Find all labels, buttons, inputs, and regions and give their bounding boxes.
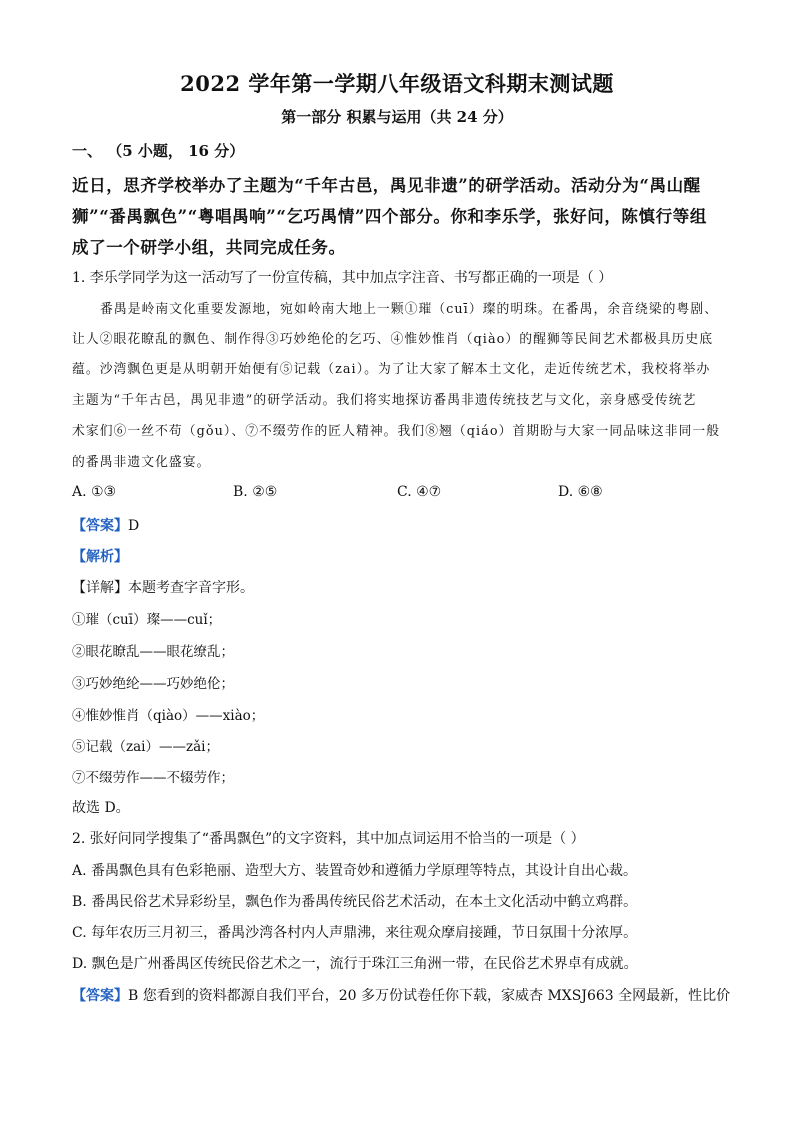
q1-option-a: A. ①③: [72, 484, 117, 500]
correction-2: ②眼花瞭乱——眼花缭乱；: [72, 644, 234, 660]
section-header: 一、 （5 小题， 16 分）: [72, 142, 245, 160]
intro-line-2: 狮”“番禺飘色”“粤唱禺响”“乞巧禺情”四个部分。你和李乐学，张好问，陈慎行等组: [72, 207, 707, 226]
q2-answer: [72, 985, 730, 1005]
exam-title: 2022 学年第一学期八年级语文科期末测试题: [180, 71, 614, 96]
q1-option-b: B. ②⑤: [233, 484, 278, 500]
correction-4: ④惟妙惟肖（qiào）——xiào；: [72, 708, 265, 724]
q1-answer: [72, 515, 139, 535]
question-1-stem: 1. 李乐学同学为这一活动写了一份宣传稿，其中加点字注音、书写都正确的一项是（ ）: [72, 270, 613, 286]
answer-tag-2: 【答案】: [72, 988, 128, 1004]
intro-line-1: 近日，思齐学校举办了主题为“千年古邑，禺见非遗”的研学活动。活动分为“禺山醒: [72, 176, 701, 195]
passage-line-3: 蕴。沙湾飘色更是从明朝开始便有⑤记载（zai）。为了让大家了解本土文化，走近传统艺术，我校将举办: [72, 362, 711, 377]
answer-tail: B 您看到的资料都源自我们平台，20 多万份试卷任你下载，家威杏 MXSJ663 全网最新，性比价: [128, 988, 731, 1004]
q1-detail: [72, 577, 254, 597]
answer-value: D: [128, 518, 140, 534]
q1-analysis: [72, 546, 128, 566]
analysis-tag: 【解析】: [72, 549, 128, 565]
passage-line-4: 主题为“千年古邑，禺见非遗”的研学活动。我们将实地探访番禺非遗传统技艺与文化，亲身感受传统艺: [72, 393, 697, 408]
q2-option-d: D. 飘色是广州番禺区传统民俗艺术之一，流行于珠江三角洲一带，在民俗艺术界卓有成就。: [72, 956, 638, 972]
q2-option-b: B. 番禺民俗艺术异彩纷呈，飘色作为番禺传统民俗艺术活动，在本土文化活动中鹤立鸡群。: [72, 894, 638, 910]
detail-tag: 【详解】: [72, 580, 128, 596]
question-2-stem: 2. 张好问同学搜集了“番禺飘色”的文字资料，其中加点词运用不恰当的一项是（ ）: [72, 831, 585, 847]
passage-line-1: 番禺是岭南文化重要发源地，宛如岭南大地上一颗①璀（cuī）璨的明珠。在番禺，余音绕梁的粤剧、: [100, 302, 719, 317]
q1-option-d: D. ⑥⑧: [558, 484, 603, 500]
passage-line-5: 术家们⑥一丝不苟（gǒu）、⑦不缀劳作的匠人精神。我们⑧翘（qiáo）首期盼与大家一同品味这非同一般: [72, 424, 721, 439]
correction-1: ①璀（cuī）璨——cuǐ；: [72, 612, 222, 628]
answer-tag: 【答案】: [72, 518, 128, 534]
passage-line-2: 让人②眼花瞭乱的飘色、制作得③巧妙绝伦的乞巧、④惟妙惟肖（qiào）的醒狮等民间艺术都极具历史底: [72, 332, 714, 347]
q2-option-c: C. 每年农历三月初三，番禺沙湾各村内人声鼎沸，来往观众摩肩接踵，节日氛围十分浓厚。: [72, 925, 638, 941]
part-subtitle: 第一部分 积累与运用（共 24 分）: [281, 108, 513, 126]
correction-3: ③巧妙绝纶——巧妙绝伦；: [72, 676, 234, 692]
passage-line-6: 的番禺非遗文化盛宴。: [72, 455, 211, 470]
q1-option-c: C. ④⑦: [397, 484, 442, 500]
intro-line-3: 成了一个研学小组，共同完成任务。: [72, 238, 346, 257]
q2-option-a: A. 番禺飘色具有色彩艳丽、造型大方、装置奇妙和遵循力学原理等特点，其设计自出心裁。: [72, 863, 638, 879]
correction-6: ⑦不缀劳作——不辍劳作；: [72, 770, 234, 786]
q1-conclusion: 故选 D。: [72, 800, 130, 816]
correction-5: ⑤记载（zai）——zǎi；: [72, 739, 219, 755]
detail-text: 本题考查字音字形。: [128, 580, 254, 596]
